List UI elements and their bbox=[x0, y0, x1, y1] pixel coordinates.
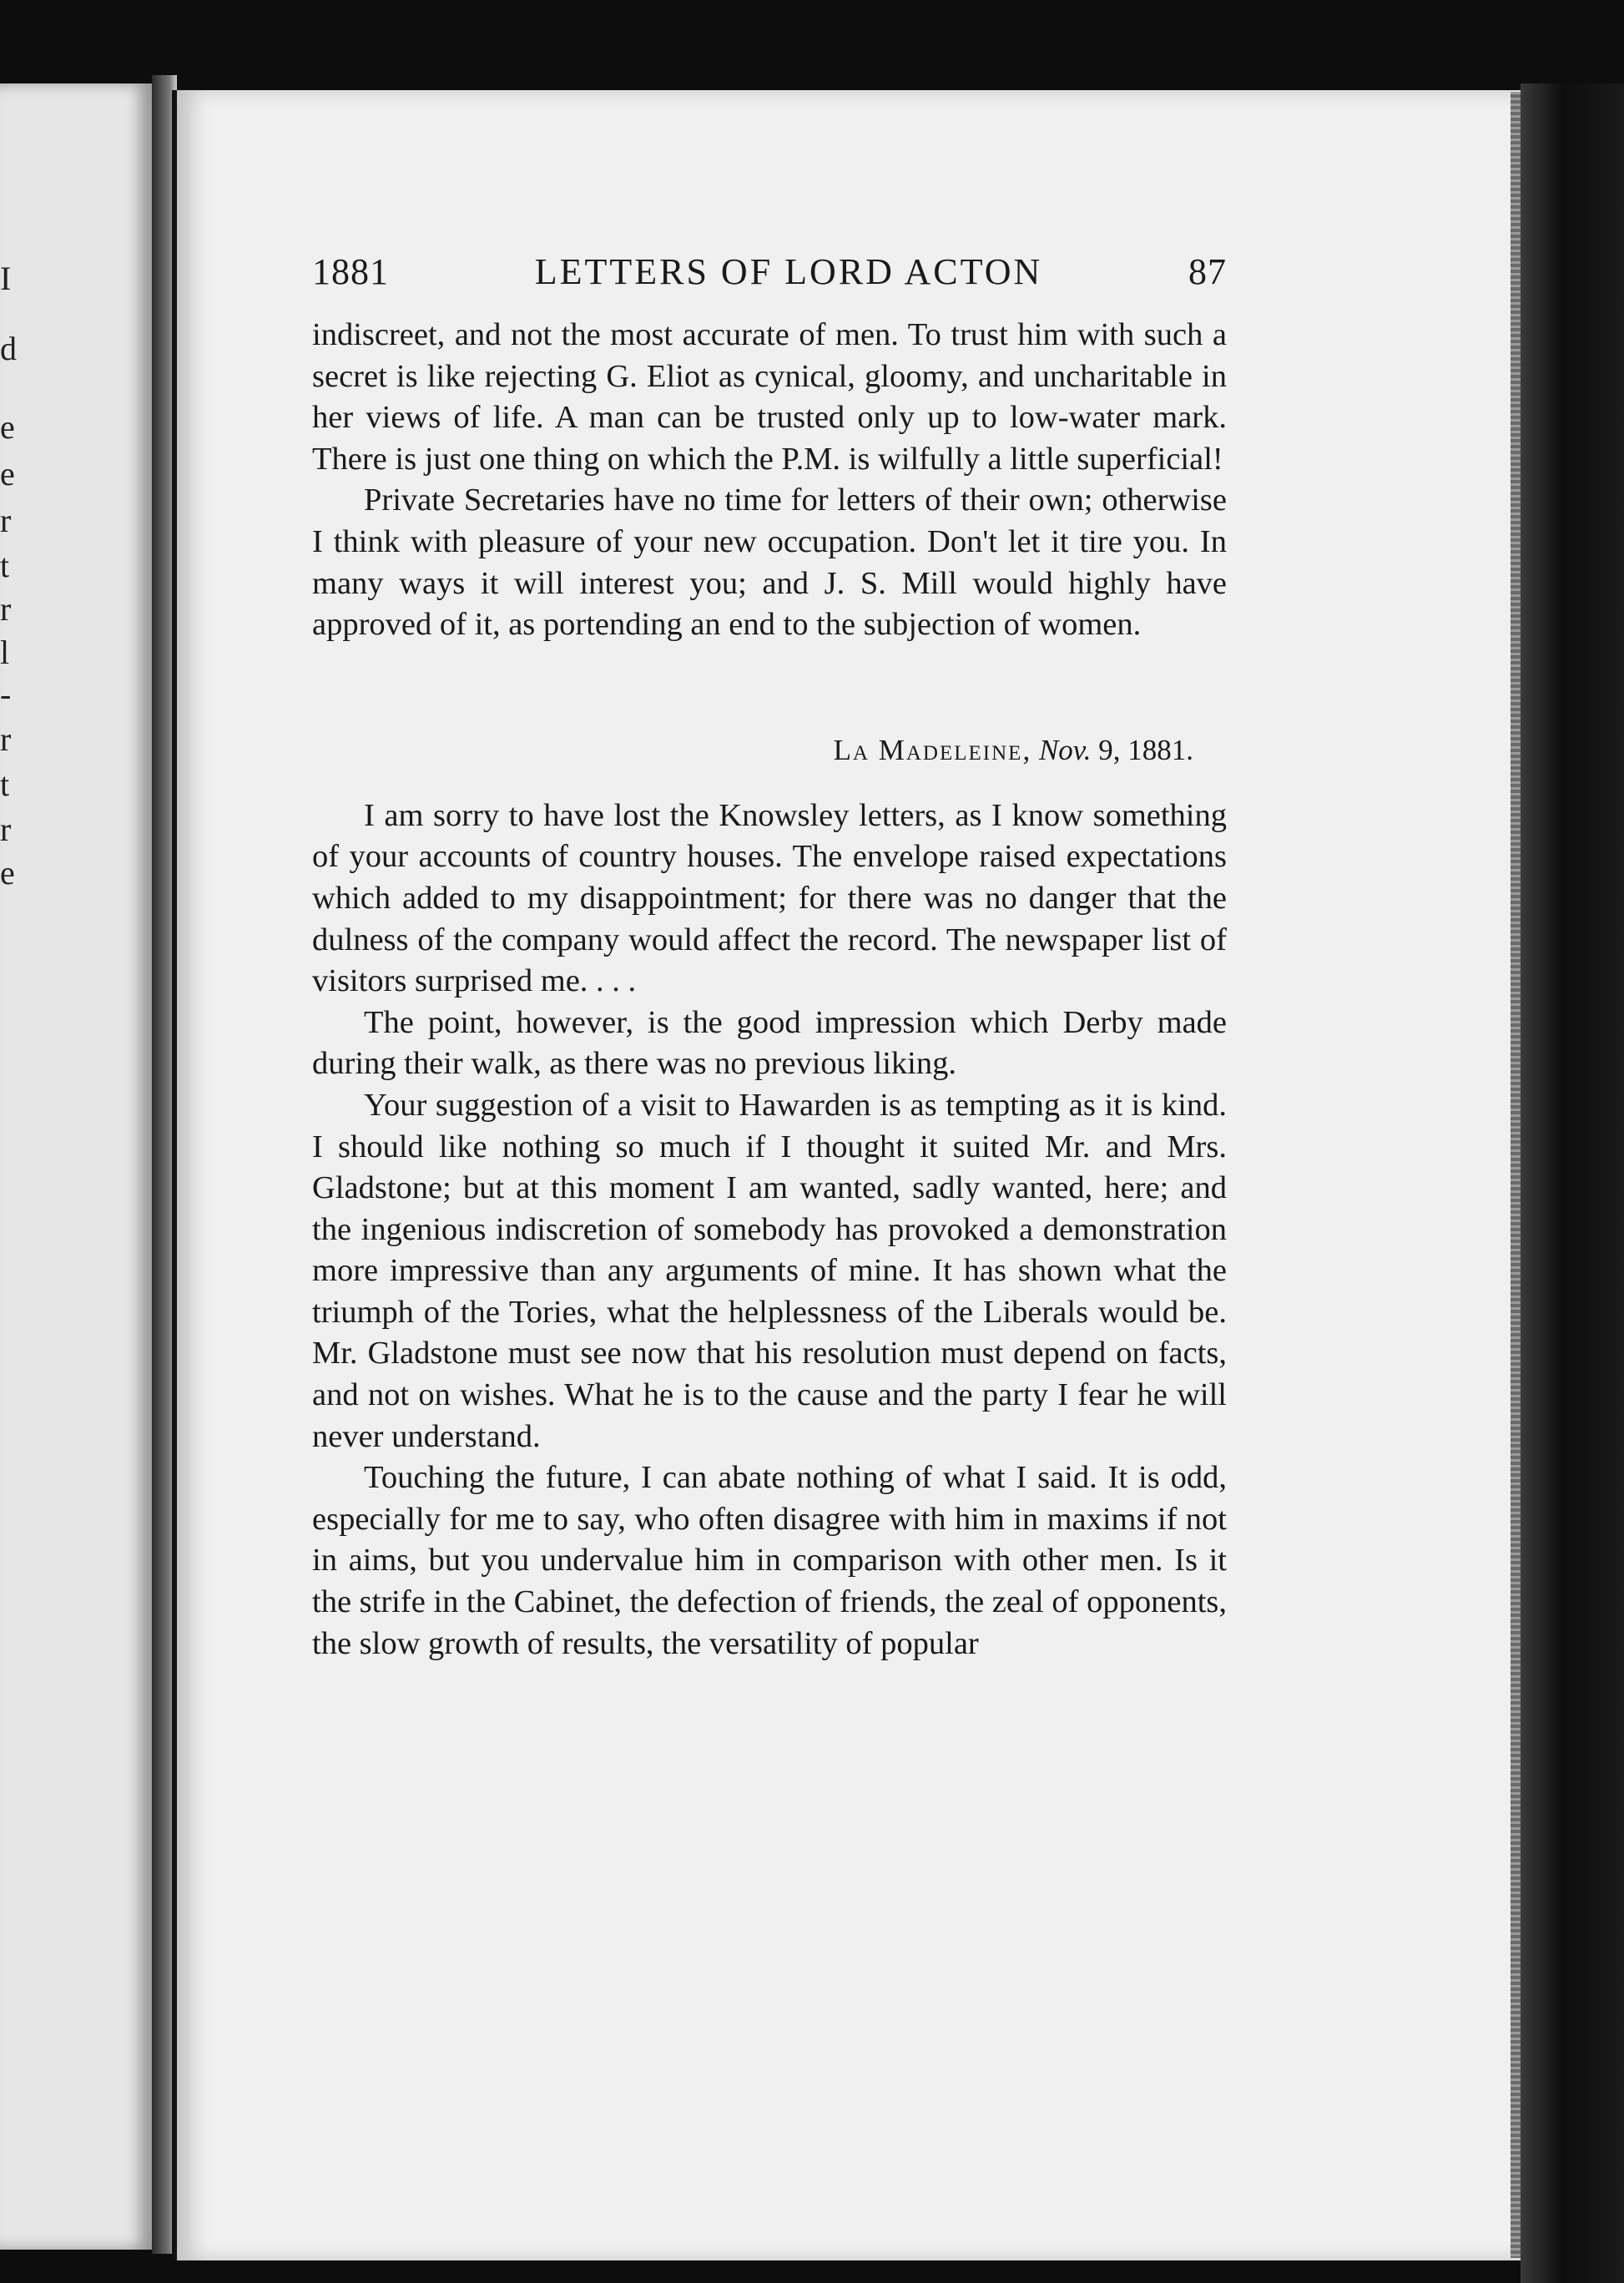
margin-char: t bbox=[0, 549, 10, 583]
paragraph: Your suggestion of a visit to Hawarden is as tempting as it is kind. I should like nothing so much if I thought it suited Mr. and Mrs. Gladstone; but at this moment I am wanted, sadly wanted, here; and the ingenious indiscretion of somebody has provoked a demonstration more impressive than any arguments of mine. It has shown what the triumph of the Tories, what the helplessness of the Liberals would be. Mr. Gladstone must see now that his resolution must depend on facts, and not on wishes. What he is to the cause and the party I fear he will never understand. bbox=[312, 1087, 1227, 1454]
margin-char: l bbox=[0, 636, 10, 669]
header-year: 1881 bbox=[312, 251, 389, 292]
dateline-place: La Madeleine, bbox=[833, 733, 1032, 766]
margin-char: r bbox=[0, 504, 12, 538]
header-title: LETTERS OF LORD ACTON bbox=[534, 251, 1043, 292]
margin-char: r bbox=[0, 593, 12, 626]
running-header bbox=[312, 250, 1227, 293]
dateline-date: 9, 1881. bbox=[1098, 733, 1193, 766]
margin-char: I bbox=[0, 262, 12, 295]
margin-char: e bbox=[0, 856, 15, 890]
book-binding bbox=[1521, 83, 1624, 2283]
dateline-month: Nov. bbox=[1038, 733, 1092, 766]
paragraph: Private Secretaries have no time for letters of their own; otherwise I think with pleasure of your new occupation. Don't let it tire you. In many ways it will interest you; and J. S. Mill would highly have approved of it, as portending an end to the subjection of women. bbox=[312, 482, 1227, 643]
paragraph: Touching the future, I can abate nothing of what I said. It is odd, especially for me to say, who often disagree with him in maxims if not in aims, but you undervalue him in comparison with other men. Is it the strife in the Cabinet, the defection of friends, the zeal of opponents, the slow growth of results, the versatility of popular bbox=[312, 1460, 1227, 1661]
margin-char: d bbox=[0, 332, 17, 366]
margin-char: r bbox=[0, 723, 12, 756]
letter-dateline bbox=[312, 730, 1193, 770]
margin-char: e bbox=[0, 411, 15, 444]
page-content bbox=[312, 250, 1227, 1664]
margin-char: t bbox=[0, 768, 10, 801]
margin-char: - bbox=[0, 678, 12, 711]
paragraph: The point, however, is the good impression which Derby made during their walk, as there was no previous liking. bbox=[312, 1004, 1227, 1082]
paragraph: indiscreet, and not the most accurate of men. To trust him with such a secret is like rejecting G. Eliot as cynical, gloomy, and uncharitable in her views of life. A man can be trusted only up to low-water mark. There is just one thing on which the P.M. is wilfully a little superficial! bbox=[312, 317, 1227, 477]
left-page-fragment bbox=[0, 83, 155, 2250]
page-number: 87 bbox=[1188, 251, 1227, 292]
paragraph: I am sorry to have lost the Knowsley letters, as I know something of your accounts of country houses. The envelope raised expectations which added to my disappointment; for there was no danger that the dulness of the company would affect the record. The newspaper list of visitors surprised me. . . . bbox=[312, 797, 1227, 999]
margin-char: e bbox=[0, 457, 15, 491]
margin-char: r bbox=[0, 813, 12, 846]
